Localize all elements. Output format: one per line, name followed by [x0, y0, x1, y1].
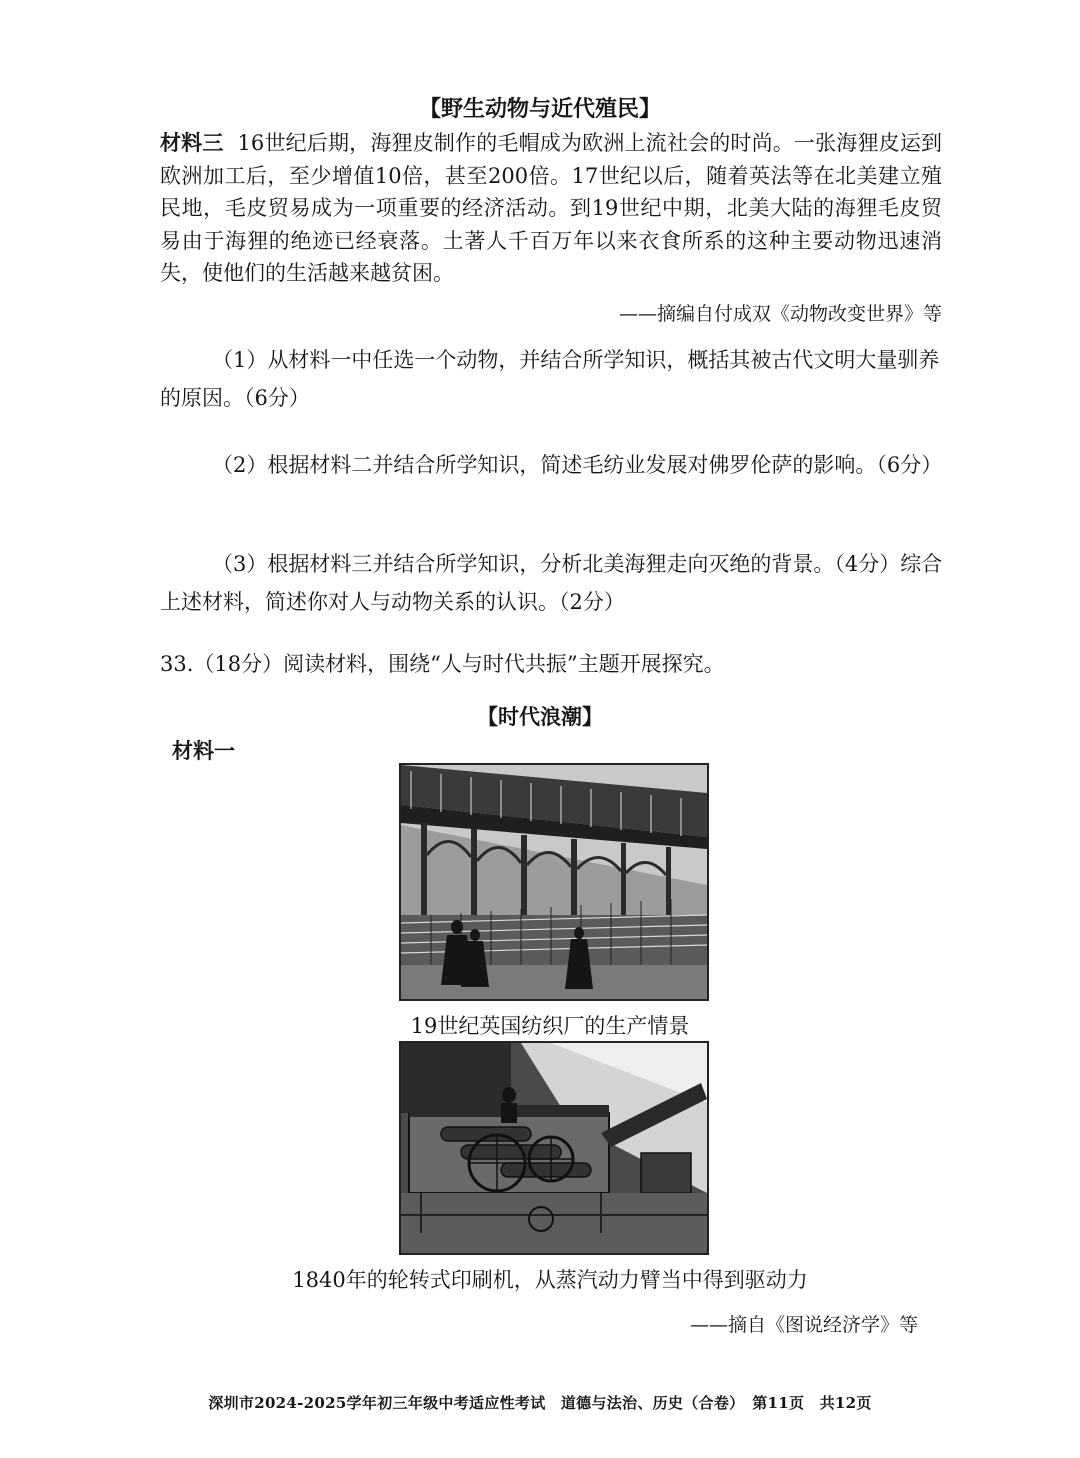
textile-factory-illustration	[401, 765, 707, 999]
material3-paragraph	[160, 127, 942, 290]
section-heading-wildlife: 【野生动物与近代殖民】	[418, 96, 661, 122]
question-2: （2）根据材料二并结合所学知识，简述毛纺业发展对佛罗伦萨的影响。（6分）	[212, 453, 943, 477]
image1-caption: 19世纪英国纺织厂的生产情景	[410, 1014, 690, 1038]
section-heading-era: 【时代浪潮】	[477, 704, 603, 729]
image2-caption: 1840年的轮转式印刷机，从蒸汽动力臂当中得到驱动力	[292, 1268, 808, 1292]
material3-source: ——摘编自付成双《动物改变世界》等	[618, 303, 942, 325]
material3-text: 16世纪后期，海狸皮制作的毛帽成为欧洲上流社会的时尚。一张海狸皮运到欧洲加工后，至少增值10倍，甚至200倍。17世纪以后，随着英法等在北美建立殖民地，毛皮贸易成为一项重要的经济活动。到19世纪中期，北美大陆的海狸毛皮贸易由于海狸的绝迹已经衰落。土著人千百万年以来衣食所系的这种主要动物迅速消失，使他们的生活越来越贫困。	[160, 131, 943, 285]
material3-label: 材料三	[160, 130, 224, 155]
q33-source: ——摘自《图说经济学》等	[689, 1314, 918, 1336]
page-footer: 深圳市2024-2025学年初三年级中考适应性考试 道德与法治、历史（合卷） 第11页 共12页	[208, 1394, 872, 1412]
textile-factory-image	[399, 763, 709, 1001]
question-3: （3）根据材料三并结合所学知识，分析北美海狸走向灭绝的背景。（4分）综合上述材料，简述你对人与动物关系的认识。（2分）	[160, 552, 943, 614]
printing-press-image	[399, 1041, 709, 1255]
printing-press-illustration	[401, 1043, 707, 1253]
question-1: （1）从材料一中任选一个动物，并结合所学知识，概括其被古代文明大量驯养的原因。（6分）	[160, 348, 940, 410]
question-33-intro: 33.（18分）阅读材料，围绕“人与时代共振”主题开展探究。	[160, 652, 725, 676]
material1-label: 材料一	[172, 738, 235, 763]
